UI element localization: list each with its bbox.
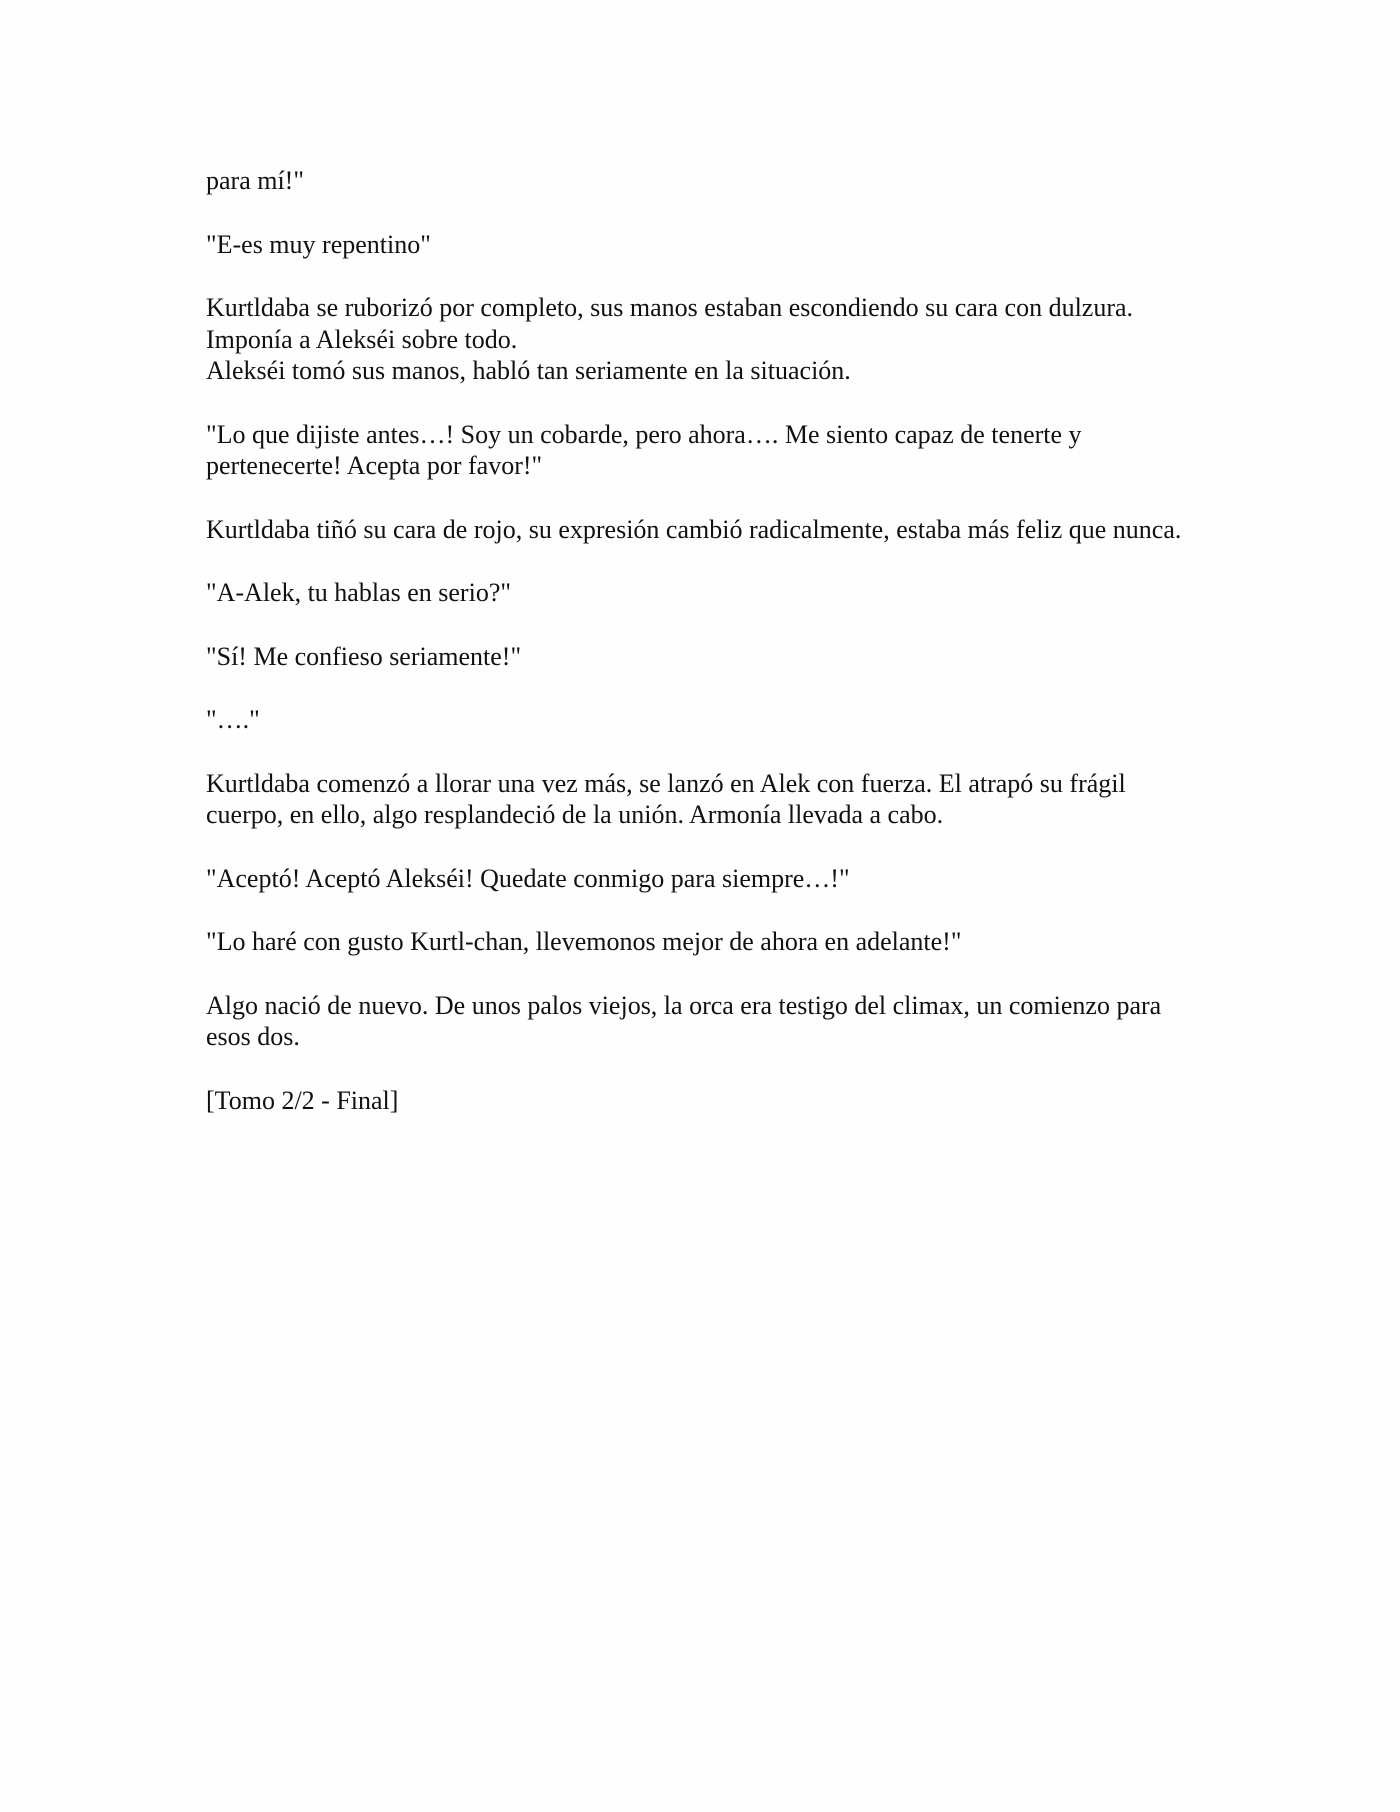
paragraph-8: "A-Alek, tu hablas en serio?"	[206, 578, 511, 607]
paragraph-7: Kurtldaba tiñó su cara de rojo, su expresión cambió radicalmente, estaba más feliz que nunca.	[206, 514, 1182, 544]
paragraph-5: Alekséi tomó sus manos, habló tan seriamente en la situación.	[206, 356, 851, 385]
paragraph-12: "Aceptó! Aceptó Alekséi! Quedate conmigo para siempre…!"	[206, 863, 850, 893]
paragraph-14: Algo nació de nuevo. De unos palos viejos, la orca era testigo del climax, un comienzo para esos dos.	[206, 990, 1162, 1051]
paragraph-13: "Lo haré con gusto Kurtl-chan, llevemonos mejor de ahora en adelante!"	[206, 927, 962, 956]
paragraph-9: "Sí! Me confieso seriamente!"	[206, 641, 522, 671]
paragraph-3: Kurtldaba se ruborizó por completo, sus manos estaban escondiendo su cara con dulzura.	[206, 293, 1134, 322]
document-body	[206, 165, 1206, 1148]
paragraph-4: Imponía a Alekséi sobre todo.	[206, 324, 518, 354]
paragraph-6: "Lo que dijiste antes…! Soy un cobarde, pero ahora…. Me siento capaz de tenerte y pertenecerte! Acepta por favor!"	[206, 419, 1082, 480]
paragraph-10: "…."	[206, 705, 260, 734]
paragraph-1: para mí!"	[206, 166, 304, 195]
paragraph-11: Kurtldaba comenzó a llorar una vez más, se lanzó en Alek con fuerza. El atrapó su frágil cuerpo, en ello, algo resplandeció de la unión. Armonía llevada a cabo.	[206, 768, 1126, 829]
paragraph-15: [Tomo 2/2 - Final]	[206, 1085, 399, 1115]
paragraph-2: "E-es muy repentino"	[206, 229, 431, 259]
